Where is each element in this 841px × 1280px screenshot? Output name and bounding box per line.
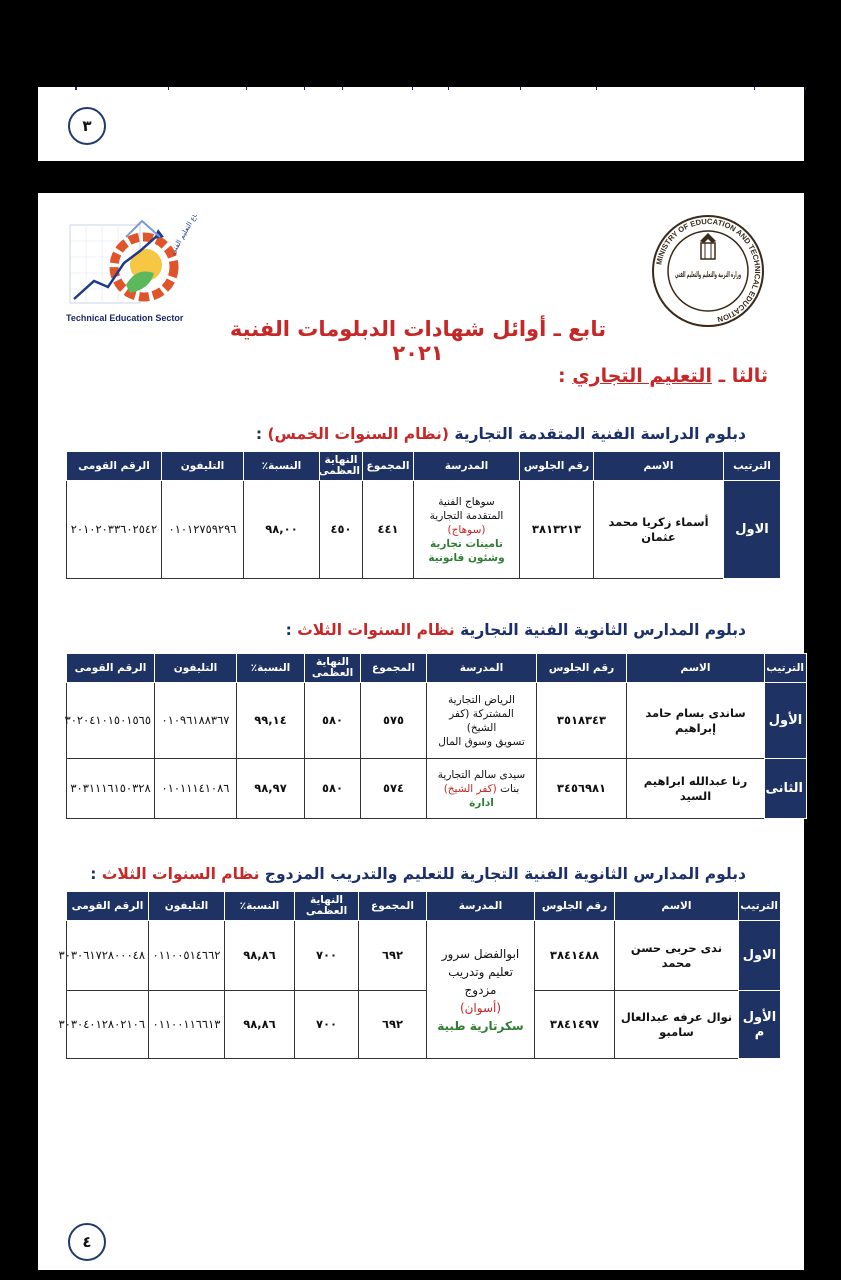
pct-cell: ٩٨,٨٦ <box>225 921 295 991</box>
seat-cell: ٣٨٤١٤٨٨ <box>535 921 615 991</box>
pct-cell: ٩٩,١٤ <box>237 683 305 759</box>
table-row <box>67 683 807 759</box>
col-max: النهاية العظمى <box>320 452 363 481</box>
total-cell: ٥٧٤ <box>361 759 427 819</box>
diploma-title-dual-system: دبلوم المدارس الثانوية الفنية التجارية للتعليم والتدريب المزدوج نظام السنوات الثلاث : <box>90 865 746 883</box>
seal-ring-text: MINISTRY OF EDUCATION AND TECHNICAL EDUCATION <box>654 216 763 325</box>
phone-cell: ٠١١٠٠١١٦٦١٣ <box>149 991 225 1059</box>
section-heading <box>558 365 768 387</box>
table-row <box>67 759 807 819</box>
max-cell: ٥٨٠ <box>305 683 361 759</box>
table-row <box>67 991 781 1059</box>
document-page <box>38 193 804 1270</box>
logo-graphic <box>66 215 216 315</box>
previous-table-bottom-edge <box>75 87 806 90</box>
col-total: المجموع <box>363 452 414 481</box>
results-table-dual-system <box>58 891 781 1059</box>
rank-cell: الثانى <box>765 759 807 819</box>
results-table-five-years <box>66 451 781 579</box>
national-id-cell: ٣٠٣١١١٦١٥٠٣٢٨ <box>67 759 155 819</box>
total-cell: ٥٧٥ <box>361 683 427 759</box>
school-cell: سيدى سالم التجارية بنات (كفر الشيخ) ادارة <box>427 759 537 819</box>
max-cell: ٤٥٠ <box>320 481 363 579</box>
logo-caption: Technical Education Sector <box>66 313 184 323</box>
col-seat: رقم الجلوس <box>520 452 594 481</box>
phone-cell: ٠١٠١١١٤١٠٨٦ <box>155 759 237 819</box>
national-id-cell: ٣٠٣٠٦١٧٢٨٠٠٠٤٨ <box>67 921 149 991</box>
logo-arabic-text: قطاع التعليم الفني <box>168 215 203 256</box>
rank-cell: الأول <box>765 683 807 759</box>
seat-cell: ٣٥١٨٣٤٣ <box>537 683 627 759</box>
diploma-title-five-years: دبلوم الدراسة الفنية المتقدمة التجارية (نظام السنوات الخمس) : <box>255 425 746 443</box>
table-header-row: الترتيب الاسم رقم الجلوس المدرسة المجموع النهاية العظمى النسبة٪ التليفون الرقم القومى <box>67 892 781 921</box>
col-school: المدرسة <box>414 452 520 481</box>
national-id-cell: ٣٠٢٠٤١٠١٥٠١٥٦٥ <box>67 683 155 759</box>
national-id-cell: ٢٠١٠٢٠٣٣٦٠٢٥٤٢ <box>67 481 162 579</box>
max-cell: ٥٨٠ <box>305 759 361 819</box>
rank-cell: الاول <box>724 481 781 579</box>
name-cell: ندى حربى حسن محمد <box>615 921 739 991</box>
total-cell: ٦٩٢ <box>359 921 427 991</box>
section-label: التعليم التجاري <box>572 365 712 387</box>
document-title: تابع ـ أوائل شهادات الدبلومات الفنية ٢٠٢١ <box>229 317 607 365</box>
rank-cell: الاول <box>739 921 781 991</box>
max-cell: ٧٠٠ <box>295 921 359 991</box>
previous-page-fragment <box>38 87 804 161</box>
seal-arabic-text: وزارة التربية والتعليم والتعليم الفني <box>675 270 742 279</box>
name-cell: أسماء زكريا محمد عثمان <box>594 481 724 579</box>
ministry-seal-logo <box>650 213 766 329</box>
pct-cell: ٩٨,٨٦ <box>225 991 295 1059</box>
table-row <box>67 481 781 579</box>
section-colon: : <box>558 365 573 387</box>
rank-cell: الأول م <box>739 991 781 1059</box>
table-row <box>67 921 781 991</box>
phone-cell: ٠١٠٩٦١٨٨٣٦٧ <box>155 683 237 759</box>
col-national-id: الرقم القومى <box>67 452 162 481</box>
col-rank: الترتيب <box>724 452 781 481</box>
table-header-row <box>67 452 781 481</box>
phone-cell: ٠١٠١٢٧٥٩٢٩٦ <box>162 481 244 579</box>
technical-education-sector-logo <box>66 215 216 325</box>
name-cell: رنا عبدالله ابراهيم السيد <box>627 759 765 819</box>
school-cell: ابوالفضل سرور تعليم وتدريب مزدوج (أسوان) سكرتارية طبية <box>427 921 535 1059</box>
results-table-three-years <box>66 653 807 819</box>
pct-cell: ٩٨,٩٧ <box>237 759 305 819</box>
pct-cell: ٩٨,٠٠ <box>244 481 320 579</box>
col-pct: النسبة٪ <box>244 452 320 481</box>
col-phone: التليفون <box>162 452 244 481</box>
table-header-row: الترتيب الاسم رقم الجلوس المدرسة المجموع النهاية العظمى النسبة٪ التليفون الرقم القومى <box>67 654 807 683</box>
seat-cell: ٣٨١٣٢١٣ <box>520 481 594 579</box>
section-prefix: ثالثا ـ <box>711 365 768 387</box>
name-cell: ساندى بسام حامد إبراهيم <box>627 683 765 759</box>
page-number-current: ٤ <box>68 1223 106 1261</box>
page-number-prev: ٣ <box>68 107 106 145</box>
school-cell: سوهاج الفنية المتقدمة التجارية (سوهاج) تامينات تجارية وشئون قانونية <box>414 481 520 579</box>
national-id-cell: ٣٠٣٠٤٠١٢٨٠٢١٠٦ <box>67 991 149 1059</box>
phone-cell: ٠١١٠٠٥١٤٦٦٢ <box>149 921 225 991</box>
diploma-title-three-years: دبلوم المدارس الثانوية الفنية التجارية نظام السنوات الثلاث : <box>285 621 746 639</box>
total-cell: ٤٤١ <box>363 481 414 579</box>
col-name: الاسم <box>594 452 724 481</box>
seat-cell: ٣٨٤١٤٩٧ <box>535 991 615 1059</box>
name-cell: نوال عرفه عبدالعال سامبو <box>615 991 739 1059</box>
seat-cell: ٣٤٥٦٩٨١ <box>537 759 627 819</box>
max-cell: ٧٠٠ <box>295 991 359 1059</box>
total-cell: ٦٩٢ <box>359 991 427 1059</box>
school-cell: الرياض التجارية المشتركة (كفر الشيخ) تسويق وسوق المال <box>427 683 537 759</box>
